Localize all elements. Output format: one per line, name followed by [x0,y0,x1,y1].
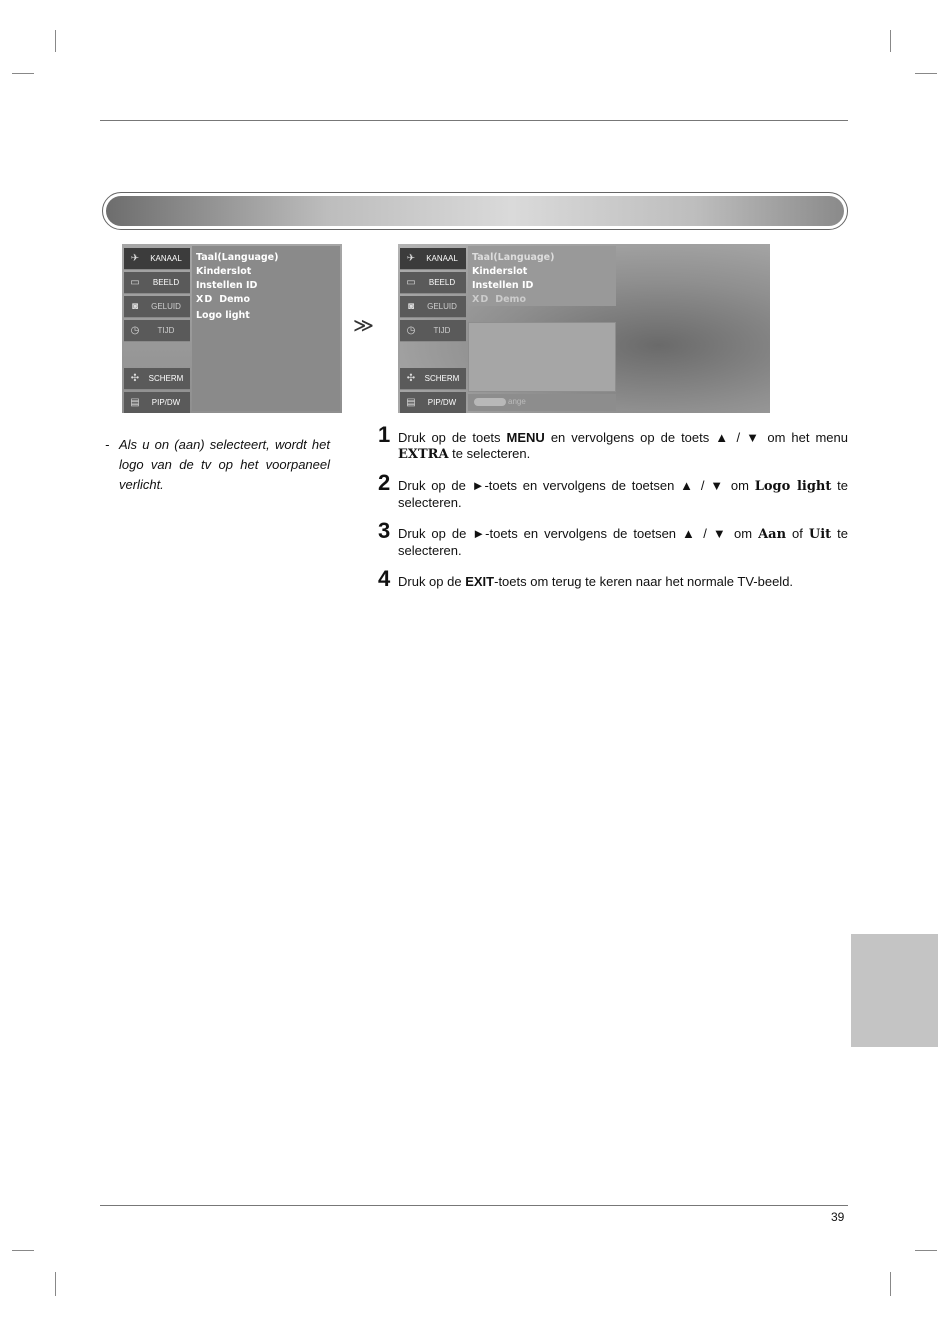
crop-mark [890,1272,891,1296]
fan-icon: ✣ [130,373,140,384]
side-item-pipdw: ▤ PIP/DW [400,392,466,413]
osd-screenshot-submenu [398,244,770,413]
osd-footer [468,394,616,411]
step-2 [378,470,848,511]
sub-item-kinderslot: Kinderslot [472,266,528,277]
sub-item-language: Taal(Language) [196,252,279,263]
clock-icon: ◷ [406,325,416,336]
side-item-beeld: ▭ BEELD [400,272,466,294]
page-number: 39 [831,1210,845,1224]
side-item-geluid: ◙ GELUID [400,296,466,318]
step-4 [378,566,848,591]
crop-mark [915,73,937,74]
xd-logo: XD [196,294,214,305]
pip-icon: ▤ [406,397,416,408]
picture-icon: ▭ [130,277,140,288]
crop-mark [890,30,891,52]
side-item-pipdw: ▤ PIP/DW [124,392,190,413]
chapter-tab [851,934,938,1047]
osd-footer-text: ange [508,397,526,406]
step-text: Druk op de ►-toets en vervolgens de toetsen ▲ / ▼ om Aan of Uit te selecteren. [398,526,848,558]
side-item-geluid: ◙ GELUID [124,296,190,318]
crop-mark [12,1250,34,1251]
note [105,435,330,495]
header-rule [100,120,848,121]
sub-item-instellen-id: Instellen ID [472,280,534,291]
step-1 [378,422,849,463]
antenna-icon: ✈ [406,253,416,264]
sub-item-language: Taal(Language) [472,252,555,263]
step-text: Druk op de EXIT-toets om terug te keren naar het normale TV-beeld. [398,574,794,589]
side-item-kanaal: ✈ KANAAL [124,248,190,270]
crop-mark [915,1250,937,1251]
sub-item-instellen-id: Instellen ID [196,280,258,291]
sub-item-logo-light: Logo light [196,310,250,321]
side-item-tijd: ◷ TIJD [400,320,466,342]
arrow-icon: ≫ [353,315,374,337]
side-item-tijd: ◷ TIJD [124,320,190,342]
osd-side-menu [400,246,466,411]
section-title-bar [102,192,848,230]
clock-icon: ◷ [130,325,140,336]
osd-footer-pill [474,398,506,406]
step-text: Druk op de ►-toets en vervolgens de toetsen ▲ / ▼ om Logo light te selecteren. [398,478,848,510]
picture-icon: ▭ [406,277,416,288]
pip-icon: ▤ [130,397,140,408]
sub-item-demo: XD Demo [196,294,250,305]
side-item-beeld: ▭ BEELD [124,272,190,294]
step-number: 1 [378,422,391,447]
sub-item-demo: XD Demo [472,294,526,305]
note-dash: - [105,437,110,452]
step-number: 3 [378,518,391,543]
side-item-scherm: ✣ SCHERM [400,368,466,390]
step-number: 4 [378,566,391,591]
xd-logo: XD [472,294,490,305]
speaker-icon: ◙ [131,301,139,312]
speaker-icon: ◙ [407,301,415,312]
step-number: 2 [378,470,391,495]
side-item-kanaal: ✈ KANAAL [400,248,466,270]
note-text: Als u on (aan) selecteert, wordt het logo van de tv op het voorpaneel verlicht. [119,437,330,492]
step-text: Druk op de toets MENU en vervolgens op de toets ▲ / ▼ om het menu EXTRA te selecteren. [398,430,849,462]
sub-item-kinderslot: Kinderslot [196,266,252,277]
footer-rule [100,1205,848,1206]
osd-sub-menu [468,246,616,306]
step-3 [378,518,848,559]
osd-sub-menu [192,246,340,411]
crop-mark [55,30,56,52]
osd-screenshot-menu [122,244,342,413]
osd-side-menu [124,246,190,411]
fan-icon: ✣ [406,373,416,384]
osd-option-panel [468,322,616,392]
side-item-scherm: ✣ SCHERM [124,368,190,390]
crop-mark [55,1272,56,1296]
crop-mark [12,73,34,74]
antenna-icon: ✈ [130,253,140,264]
